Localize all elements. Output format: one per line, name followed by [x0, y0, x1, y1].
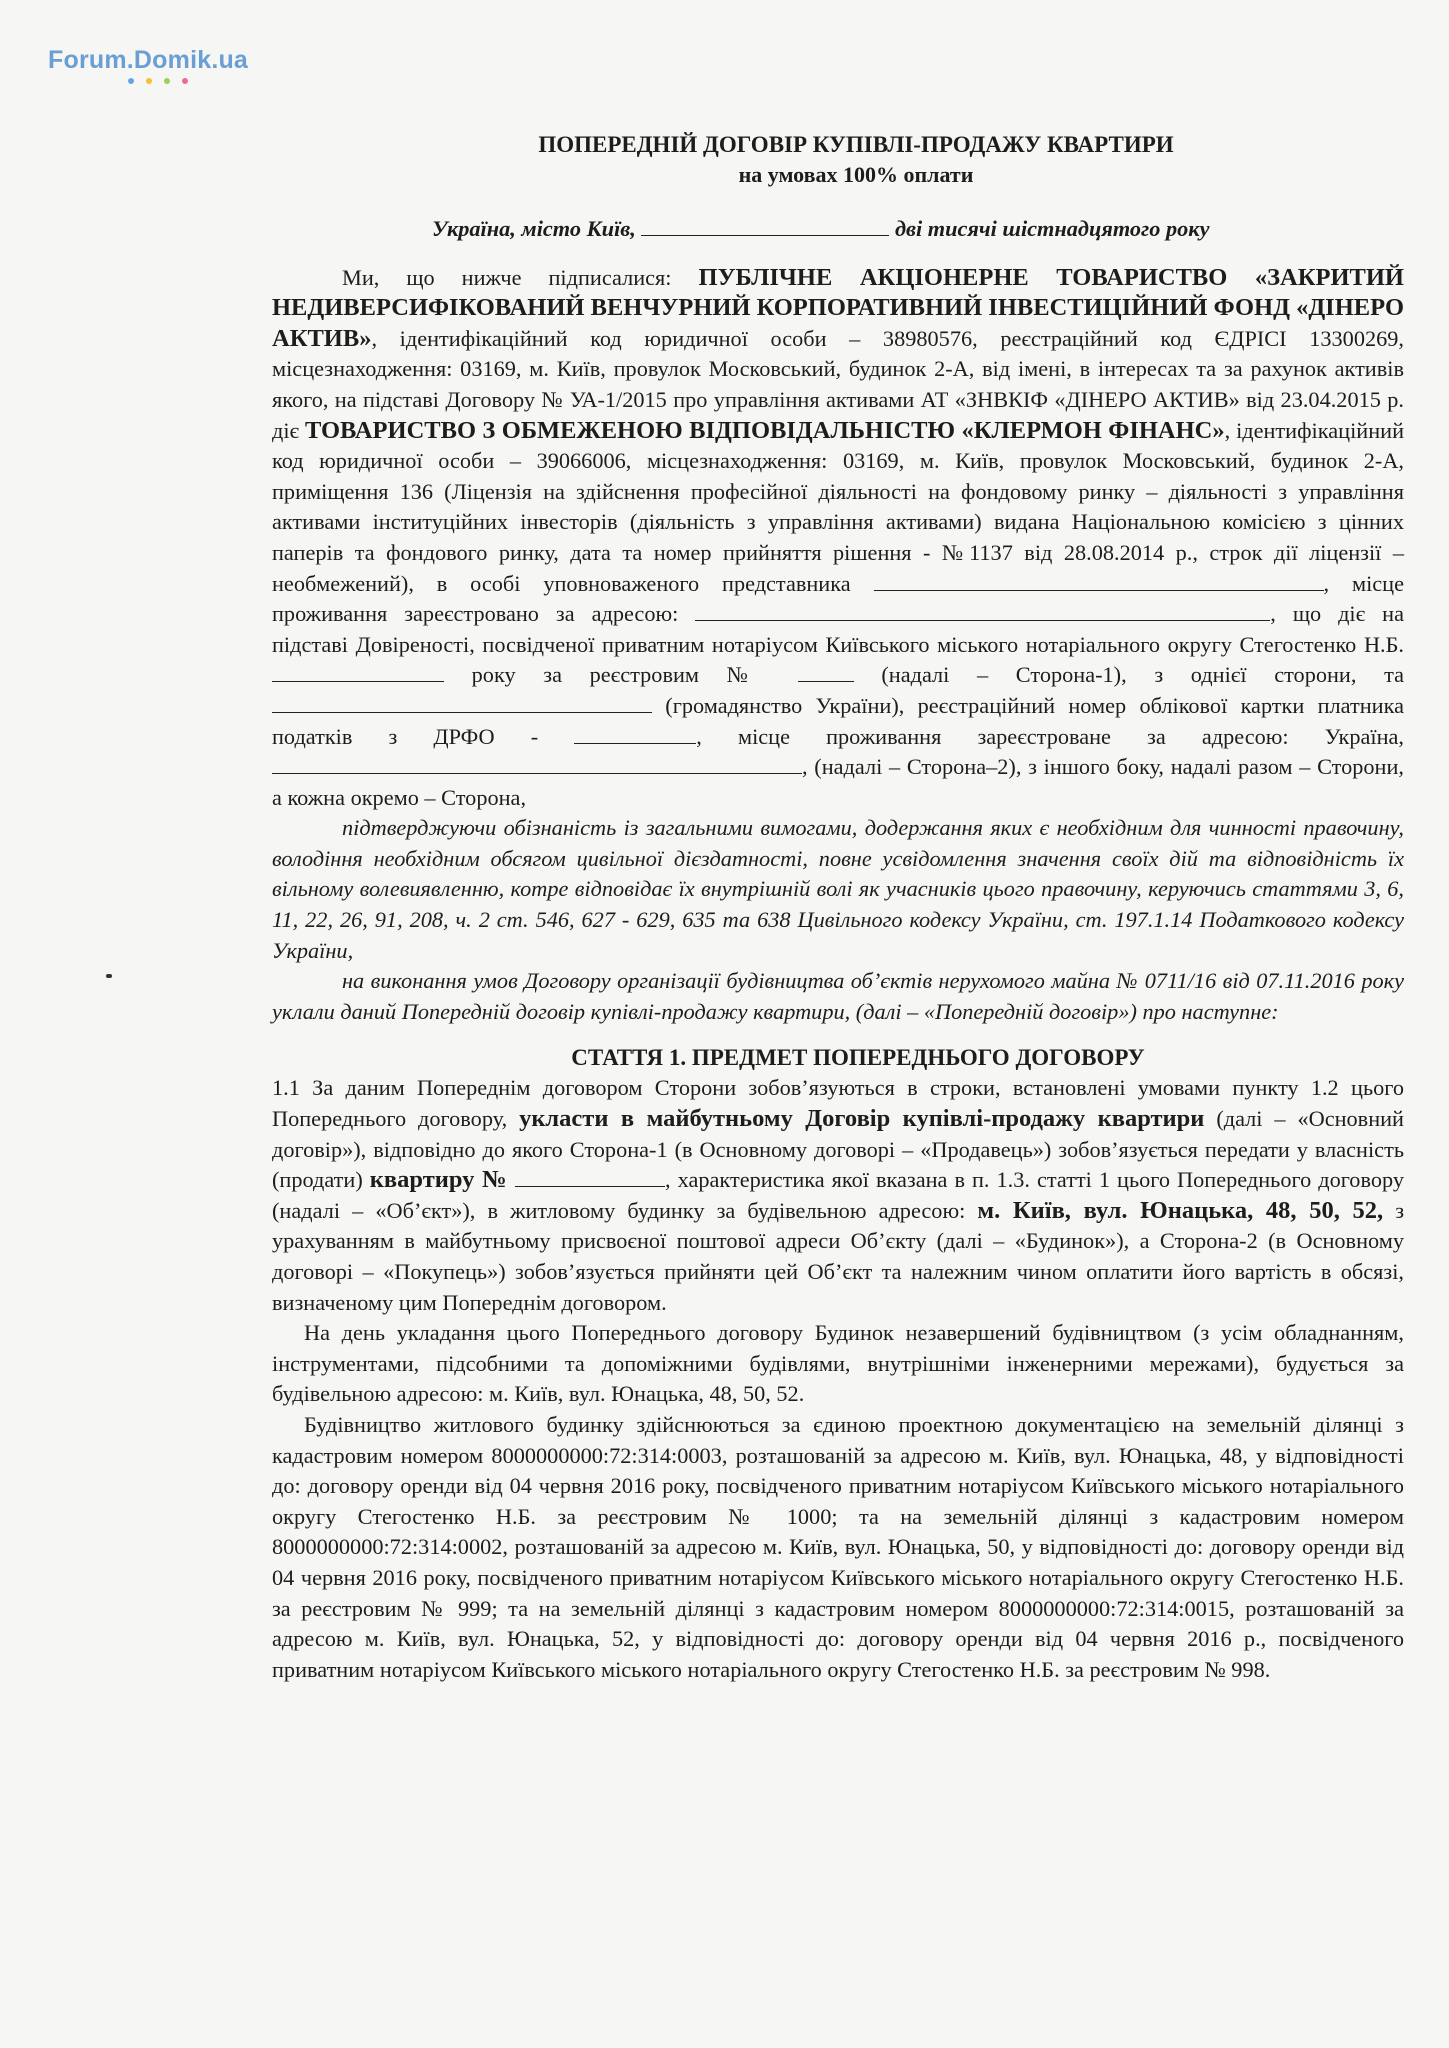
scan-speck — [106, 974, 112, 978]
registry-number-blank — [798, 661, 854, 682]
building-paragraph: На день укладання цього Попереднього договору Будинок незавершений будівництвом (з усім обладнанням, інструментами, підсобними та допоміжними будівлями, внутрішніми інженерними мережами), будується за будівельною адресою: м. Київ, вул. Юнацька, 48, 50, 52. — [272, 1320, 1404, 1407]
document-title: ПОПЕРЕДНІЙ ДОГОВІР КУПІВЛІ-ПРОДАЖУ КВАРТИРИ — [538, 132, 1174, 157]
apartment-number-blank — [515, 1166, 665, 1187]
execution-paragraph: на виконання умов Договору організації будівництва об’єктів нерухомого майна № 0711/16 від 07.11.2016 року уклали даний Попередній договір купівлі-продажу квартири, (далі – «Попередній договір») про наступне: — [272, 968, 1404, 1024]
manager-details: , ідентифікаційний код юридичної особи – 39066006, місцезнаходження: 03169, м. Київ, провулок Московський, будинок 2-А, приміщення 136 (Ліцензія на здійснення професійної діяльності на фондовому ринку – діяльності з управління активами інституційних інвесторів (діяльність з управління активами) видана Національною комісією з цінних паперів та фондового ринку, дата та номер прийняття рішення - №1137 від 28.08.2014 р., строк дії ліцензії – необмежений), в особі уповноваженого представника — [272, 417, 1404, 596]
party2-name-blank — [272, 692, 652, 713]
parties-paragraph — [272, 263, 1404, 814]
watermark-dot — [146, 78, 152, 84]
place-text: Україна, місто Київ, — [432, 216, 636, 241]
residence-text: , місце проживання зареєстровано за адресою: — [272, 570, 1404, 627]
address-blank — [695, 600, 1270, 621]
watermark-dots — [128, 78, 188, 84]
construction-paragraph: Будівництво житлового будинку здійснюються за єдиною проектною документацією на земельній ділянці з кадастровим номером 8000000000:72:314:0003, розташованій за адресою м. Київ, вул. Юнацька, 48, у відповідності до: договору оренди від 04 червня 2016 року, посвідченого приватним нотаріусом Київського міського нотаріального округу Стегостенко Н.Б. за реєстровим № 1000; та на земельній ділянці з кадастровим номером 8000000000:72:314:0002, розташованій за адресою м. Київ, вул. Юнацька, 50, у відповідності до: договору оренди від 04 червня 2016 року, посвідченого приватним нотаріусом Київського міського нотаріального округу Стегостенко Н.Б. за реєстровим № 999; та на земельній ділянці з кадастровим номером 8000000000:72:314:0015, розташованій за адресою м. Київ, вул. Юнацька, 52, у відповідності до: договору оренди від 04 червня 2016 р., посвідченого приватним нотаріусом Київського міського нотаріального округу Стегостенко Н.Б. за реєстровим № 998. — [272, 1411, 1404, 1682]
watermark-dot — [182, 78, 188, 84]
document-subtitle: на умовах 100% оплати — [738, 162, 974, 187]
date-blank — [641, 215, 889, 236]
building-address: м. Київ, вул. Юнацька, 48, 50, 52, — [977, 1196, 1384, 1224]
watermark-dot — [128, 78, 134, 84]
clause-1-1 — [272, 1073, 1404, 1318]
party1-text: (надалі – Сторона-1), з однієї сторони, та — [853, 662, 1404, 688]
watermark-dot — [164, 78, 170, 84]
place-date-line — [272, 214, 1404, 245]
power-of-attorney-text: , що діє на підставі Довіреності, посвідченої приватним нотаріусом Київського міського нотаріального округу Стегостенко Н.Б. — [272, 601, 1404, 657]
clause-bold: укласти в майбутньому Договір купівлі-продажу квартири — [519, 1105, 1205, 1133]
manager-name: ТОВАРИСТВО З ОБМЕЖЕНОЮ ВІДПОВІДАЛЬНІСТЮ «КЛЕРМОН ФІНАНС» — [304, 416, 1225, 444]
apartment-label: квартиру № — [369, 1166, 509, 1194]
clause-text: , характеристика якої вказана в п. 1.3. статті 1 цього Попереднього договору (надалі – «Об’єкт»), в житловому будинку за будівельною адресою: — [272, 1167, 1404, 1223]
party2-address-text: , місце проживання зареєстроване за адресою: Україна, — [696, 723, 1405, 749]
clause-text: з урахуванням в майбутньому присвоєної поштової адреси Об’єкту (далі – «Будинок»), а Сторона-2 (в Основному договорі – «Покупець») зобов’язується прийняти цей Об’єкт та належним чином оплатити його вартість в обсязі, визначеному цим Попереднім договором. — [272, 1197, 1404, 1315]
attorney-date-blank — [272, 661, 444, 682]
tax-number-blank — [574, 723, 696, 744]
document-page — [272, 130, 1404, 1685]
clause-text: 1.1 За даним Попереднім договором Сторони зобов’язуються в строки, встановлені умовами пункту 1.2 цього Попереднього договору, — [272, 1075, 1404, 1132]
representative-blank — [874, 570, 1324, 591]
article-1-heading: СТАТТЯ 1. ПРЕДМЕТ ПОПЕРЕДНЬОГО ДОГОВОРУ — [571, 1045, 1145, 1071]
acknowledgement-paragraph: підтверджуючи обізнаність із загальними вимогами, додержання яких є необхідним для чинності правочину, володіння необхідним обсягом цивільної дієздатності, повне усвідомлення значення своїх дій та відповідність їх вільному волевиявленню, котре відповідає їх внутрішній волі як учасників цього правочину, керуючись статтями 3, 6, 11, 22, 26, 91, 208, ч. 2 ст. 546, 627 - 629, 635 та 638 Цивільного кодексу України, ст. 197.1.14 Податкового кодексу України, — [272, 815, 1404, 963]
registry-text: року за реєстровим № — [444, 662, 798, 688]
fund-name: ПУБЛІЧНЕ АКЦІОНЕРНЕ ТОВАРИСТВО «ЗАКРИТИЙ НЕДИВЕРСИФІКОВАНИЙ ВЕНЧУРНИЙ КОРПОРАТИВНИЙ ІНВЕСТИЦІЙНИЙ ФОНД «ДІНЕРО АКТИВ» — [272, 263, 1404, 352]
party2-text: , (надалі – Сторона–2), з іншого боку, надалі разом – Сторони, а кожна окремо – Сторона, — [272, 754, 1404, 810]
clause-text: (далі – «Основний договір»), відповідно до якого Сторона-1 (в Основному договорі – «Продавець») зобов’язується передати у власність (продати) — [272, 1106, 1404, 1193]
tax-number-text: (громадянство України), реєстраційний номер облікової картки платника податків з ДРФО - — [272, 692, 1404, 749]
year-text: дві тисячі шістнадцятого року — [894, 216, 1210, 241]
intro-text: Ми, що нижче підписалися: — [342, 264, 699, 290]
party2-address-blank — [272, 753, 802, 774]
watermark-logo: Forum.Domik.ua — [48, 46, 249, 74]
fund-details: , ідентифікаційний код юридичної особи – 38980576, реєстраційний код ЄДРІСІ 13300269, місцезнаходження: 03169, м. Київ, провулок Московський, будинок 2-А, від імені, в інтересах та за рахунок активів якого, на підставі Договору № УА-1/2015 про управління активами АТ «ЗНВКІФ «ДІНЕРО АКТИВ» від 23.04.2015 р. діє — [272, 325, 1404, 443]
